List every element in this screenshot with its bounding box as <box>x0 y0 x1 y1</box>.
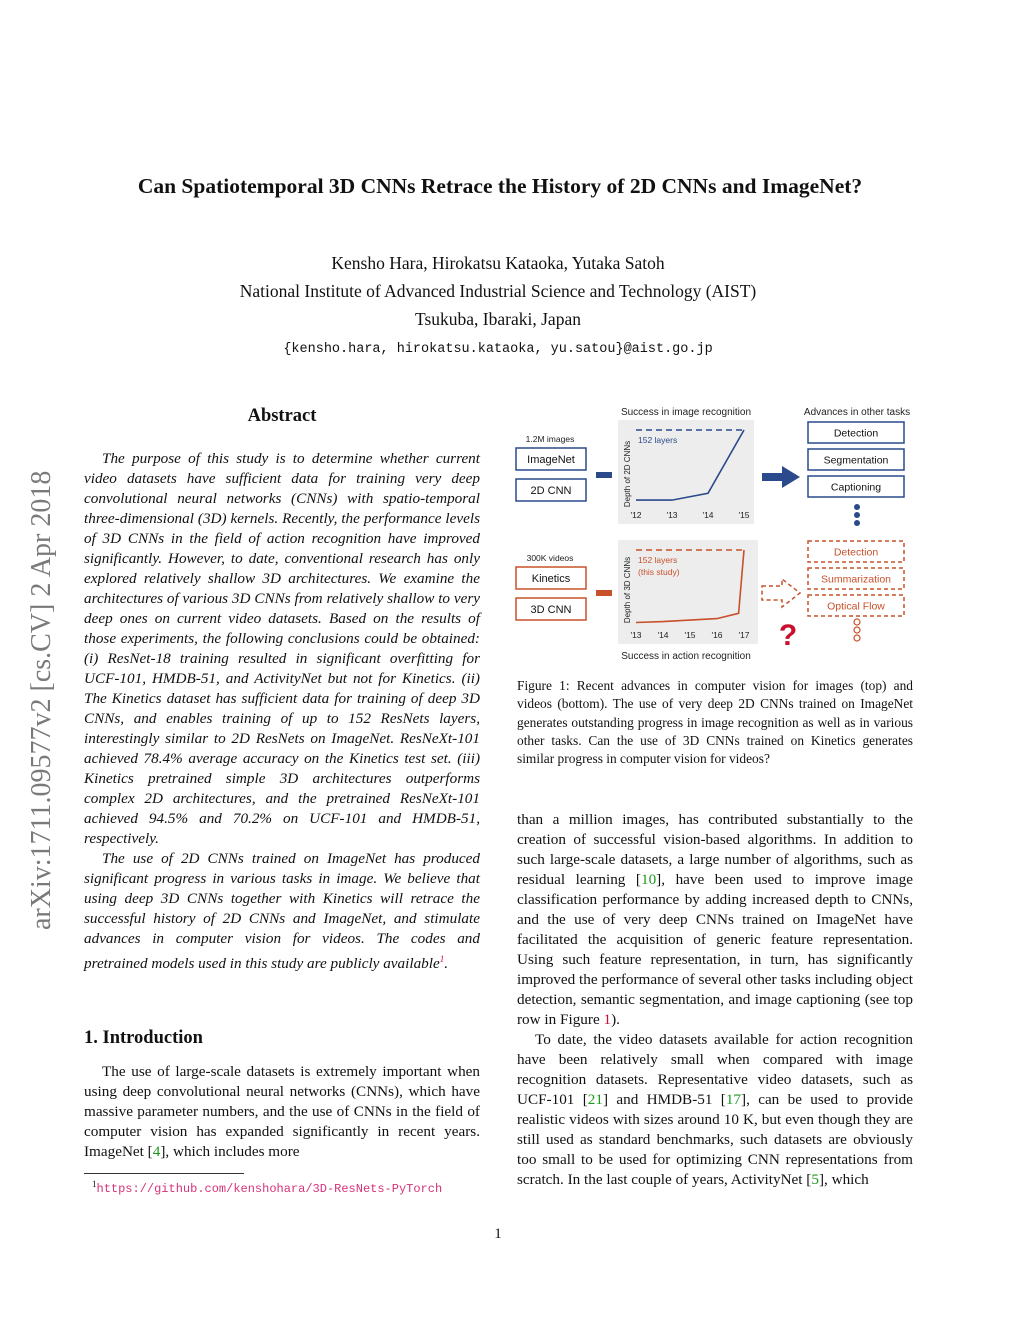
bottom-chart-title: Success in action recognition <box>621 651 751 662</box>
top-task-list <box>808 422 904 497</box>
intro-text: ], can be used to provide realistic videos with sizes around 10 K, but even though they are still used as standard benchmarks, such datasets are obviously too small to be used for optimizing CNN representations from scratch. In the last couple of years, ActivityNet [ <box>517 1091 913 1188</box>
ellipsis-dot-icon <box>854 504 860 510</box>
intro-paragraph <box>517 1030 913 1190</box>
abstract-body <box>84 449 480 974</box>
ellipsis-dot-icon <box>854 512 860 518</box>
tick-label: '15 <box>684 630 696 640</box>
footnote-ref[interactable]: 1 <box>439 954 445 964</box>
tick-label: '12 <box>630 510 642 520</box>
citation-link[interactable]: 5 <box>811 1171 819 1188</box>
imagenet-size-label: 1.2M images <box>525 434 575 444</box>
footnote-url[interactable]: https://github.com/kenshohara/3D-ResNets-PyTorch <box>96 1182 443 1196</box>
ellipsis-dot-icon <box>854 635 860 641</box>
task-label: Captioning <box>830 481 882 494</box>
figure-1 <box>510 400 920 665</box>
intro-text: ). <box>611 1011 620 1028</box>
2d-cnn-label: 2D CNN <box>530 485 572 497</box>
intro-text: The use of large-scale datasets is extremely important when using deep convolutional neural networks (CNNs), which have massive parameter numbers, and the use of CNNs in the field of computer vision has expanded significantly in recent years. ImageNet [ <box>84 1063 480 1160</box>
intro-text: than a million images, has contributed substantially to the creation of successful vision-based algorithms. In addition to such large-scale datasets, a large number of algorithms, such as residual learning [ <box>517 811 913 888</box>
abstract-paragraph: The purpose of this study is to determine whether current video datasets have sufficient data for training very deep convolutional neural networks (CNNs) with spatio-temporal three-dimensional (3D) kernels. Recently, the performance levels of 3D CNNs in the field of action recognition have improved significantly. However, to date, conventional research has only explored relatively shallow 3D architectures. We examine the architectures of various 3D CNNs from relatively shallow to very deep ones on current video datasets. Based on the results of those experiments, the following conclusions could be obtained: (i) ResNet-18 training resulted in significant overfitting for UCF-101, HMDB-51, and ActivityNet but not for Kinetics. (ii) The Kinetics dataset has sufficient data for training of deep 3D CNNs, and enables training of up to 152 ResNets layers, interestingly similar to 2D ResNets on ImageNet. ResNeXt-101 achieved 78.4% average accuracy on the Kinetics test set. (iii) Kinetics pretrained simple 3D architectures outperforms complex 2D architectures, and the pretrained ResNeXt-101 achieved 94.5% and 70.2% on UCF-101 and HMDB-51, respectively. <box>84 450 480 847</box>
intro-text: ] and HMDB-51 [ <box>602 1091 726 1108</box>
3d-cnn-label: 3D CNN <box>530 604 572 616</box>
bottom-annotation: 152 layers <box>638 555 678 565</box>
footnote-divider <box>84 1173 244 1174</box>
paper-title: Can Spatiotemporal 3D CNNs Retrace the History of 2D CNNs and ImageNet? <box>137 174 863 198</box>
dashed-arrow-icon <box>762 579 800 607</box>
arxiv-watermark: arXiv:1711.09577v2 [cs.CV] 2 Apr 2018 <box>26 470 57 930</box>
section-heading: 1. Introduction <box>84 1028 203 1048</box>
tick-label: '14 <box>702 510 714 520</box>
top-chart-ylabel: Depth of 2D CNNs <box>623 440 632 508</box>
task-label: Summarization <box>820 573 892 586</box>
figure-ref-link[interactable]: 1 <box>603 1011 612 1028</box>
page-number: 1 <box>494 1226 502 1242</box>
intro-right-column <box>517 810 913 1190</box>
abstract-paragraph <box>84 849 480 974</box>
intro-text: To date, the video datasets available for action recognition have been relatively small when compared with image recognition datasets. Representative video datasets, such as UCF-101 [ <box>517 1031 913 1108</box>
connector-bar <box>596 472 612 478</box>
intro-left-column <box>84 1062 480 1162</box>
arrow-icon <box>762 466 800 488</box>
imagenet-label: ImageNet <box>527 454 575 466</box>
bottom-task-list <box>808 541 904 616</box>
author-list: Kensho Hara, Hirokatsu Kataoka, Yutaka Satoh <box>331 253 665 273</box>
tick-label: '17 <box>738 630 750 640</box>
task-label: Detection <box>833 546 879 559</box>
intro-paragraph <box>84 1062 480 1162</box>
kinetics-size-label: 300K videos <box>526 553 574 563</box>
task-label: Detection <box>833 427 879 440</box>
citation-link[interactable]: 10 <box>640 871 657 888</box>
tick-label: '13 <box>630 630 642 640</box>
bottom-chart-ylabel: Depth of 3D CNNs <box>623 556 632 624</box>
tick-label: '14 <box>657 630 669 640</box>
affiliation: National Institute of Advanced Industrial Science and Technology (AIST) <box>239 281 757 301</box>
ellipsis-dot-icon <box>854 520 860 526</box>
ellipsis-dot-icon <box>854 627 860 633</box>
task-label: Optical Flow <box>827 600 885 613</box>
tick-label: '15 <box>738 510 750 520</box>
citation-link[interactable]: 17 <box>725 1091 742 1108</box>
top-annotation: 152 layers <box>638 435 678 445</box>
abstract-end: . <box>444 955 449 973</box>
author-emails: {kensho.hara, hirokatsu.kataoka, yu.satou}@aist.go.jp <box>283 342 713 357</box>
figure-caption: Figure 1: Recent advances in computer vision for images (top) and videos (bottom). The use of very deep 2D CNNs trained on ImageNet generates outstanding progress in image recognition as well as in various other tasks. Can the use of 3D CNNs trained on Kinetics generates similar progress in computer vision for videos? <box>517 678 913 767</box>
ellipsis-dot-icon <box>854 619 860 625</box>
abstract-heading: Abstract <box>247 406 317 426</box>
intro-text: ], have been used to improve image classification performance by adding increased depth to CNNs, and the use of very deep CNNs trained on ImageNet have facilitated the acquisition of generic feature representation. Using such feature representation, in turn, has significantly improved the performance of several other tasks including object detection, semantic segmentation, and image captioning (see top row in Figure <box>517 871 913 1028</box>
intro-text: ], which <box>818 1171 869 1188</box>
tick-label: '13 <box>666 510 678 520</box>
footnote <box>92 1179 442 1196</box>
location: Tsukuba, Ibaraki, Japan <box>415 309 581 329</box>
citation-link[interactable]: 4 <box>152 1143 161 1160</box>
citation-link[interactable]: 21 <box>587 1091 603 1108</box>
connector-bar <box>596 590 612 596</box>
tick-label: '16 <box>711 630 723 640</box>
footnote-mark: 1 <box>92 1179 97 1189</box>
intro-text: ], which includes more <box>160 1143 300 1160</box>
kinetics-label: Kinetics <box>531 573 571 585</box>
question-mark-icon: ? <box>778 619 798 652</box>
task-label: Segmentation <box>823 454 889 467</box>
bottom-annotation-note: (this study) <box>638 567 680 577</box>
top-chart-title: Success in image recognition <box>620 407 752 418</box>
abstract-text: The use of 2D CNNs trained on ImageNet has produced significant progress in various tasks in image. We believe that using deep 3D CNNs together with Kinetics will retrace the successful history of 2D CNNs and ImageNet, and stimulate advances in computer vision for videos. The codes and pretrained models used in this study are publicly available <box>84 850 480 973</box>
top-tasks-title: Advances in other tasks <box>803 407 911 418</box>
intro-paragraph <box>517 810 913 1030</box>
